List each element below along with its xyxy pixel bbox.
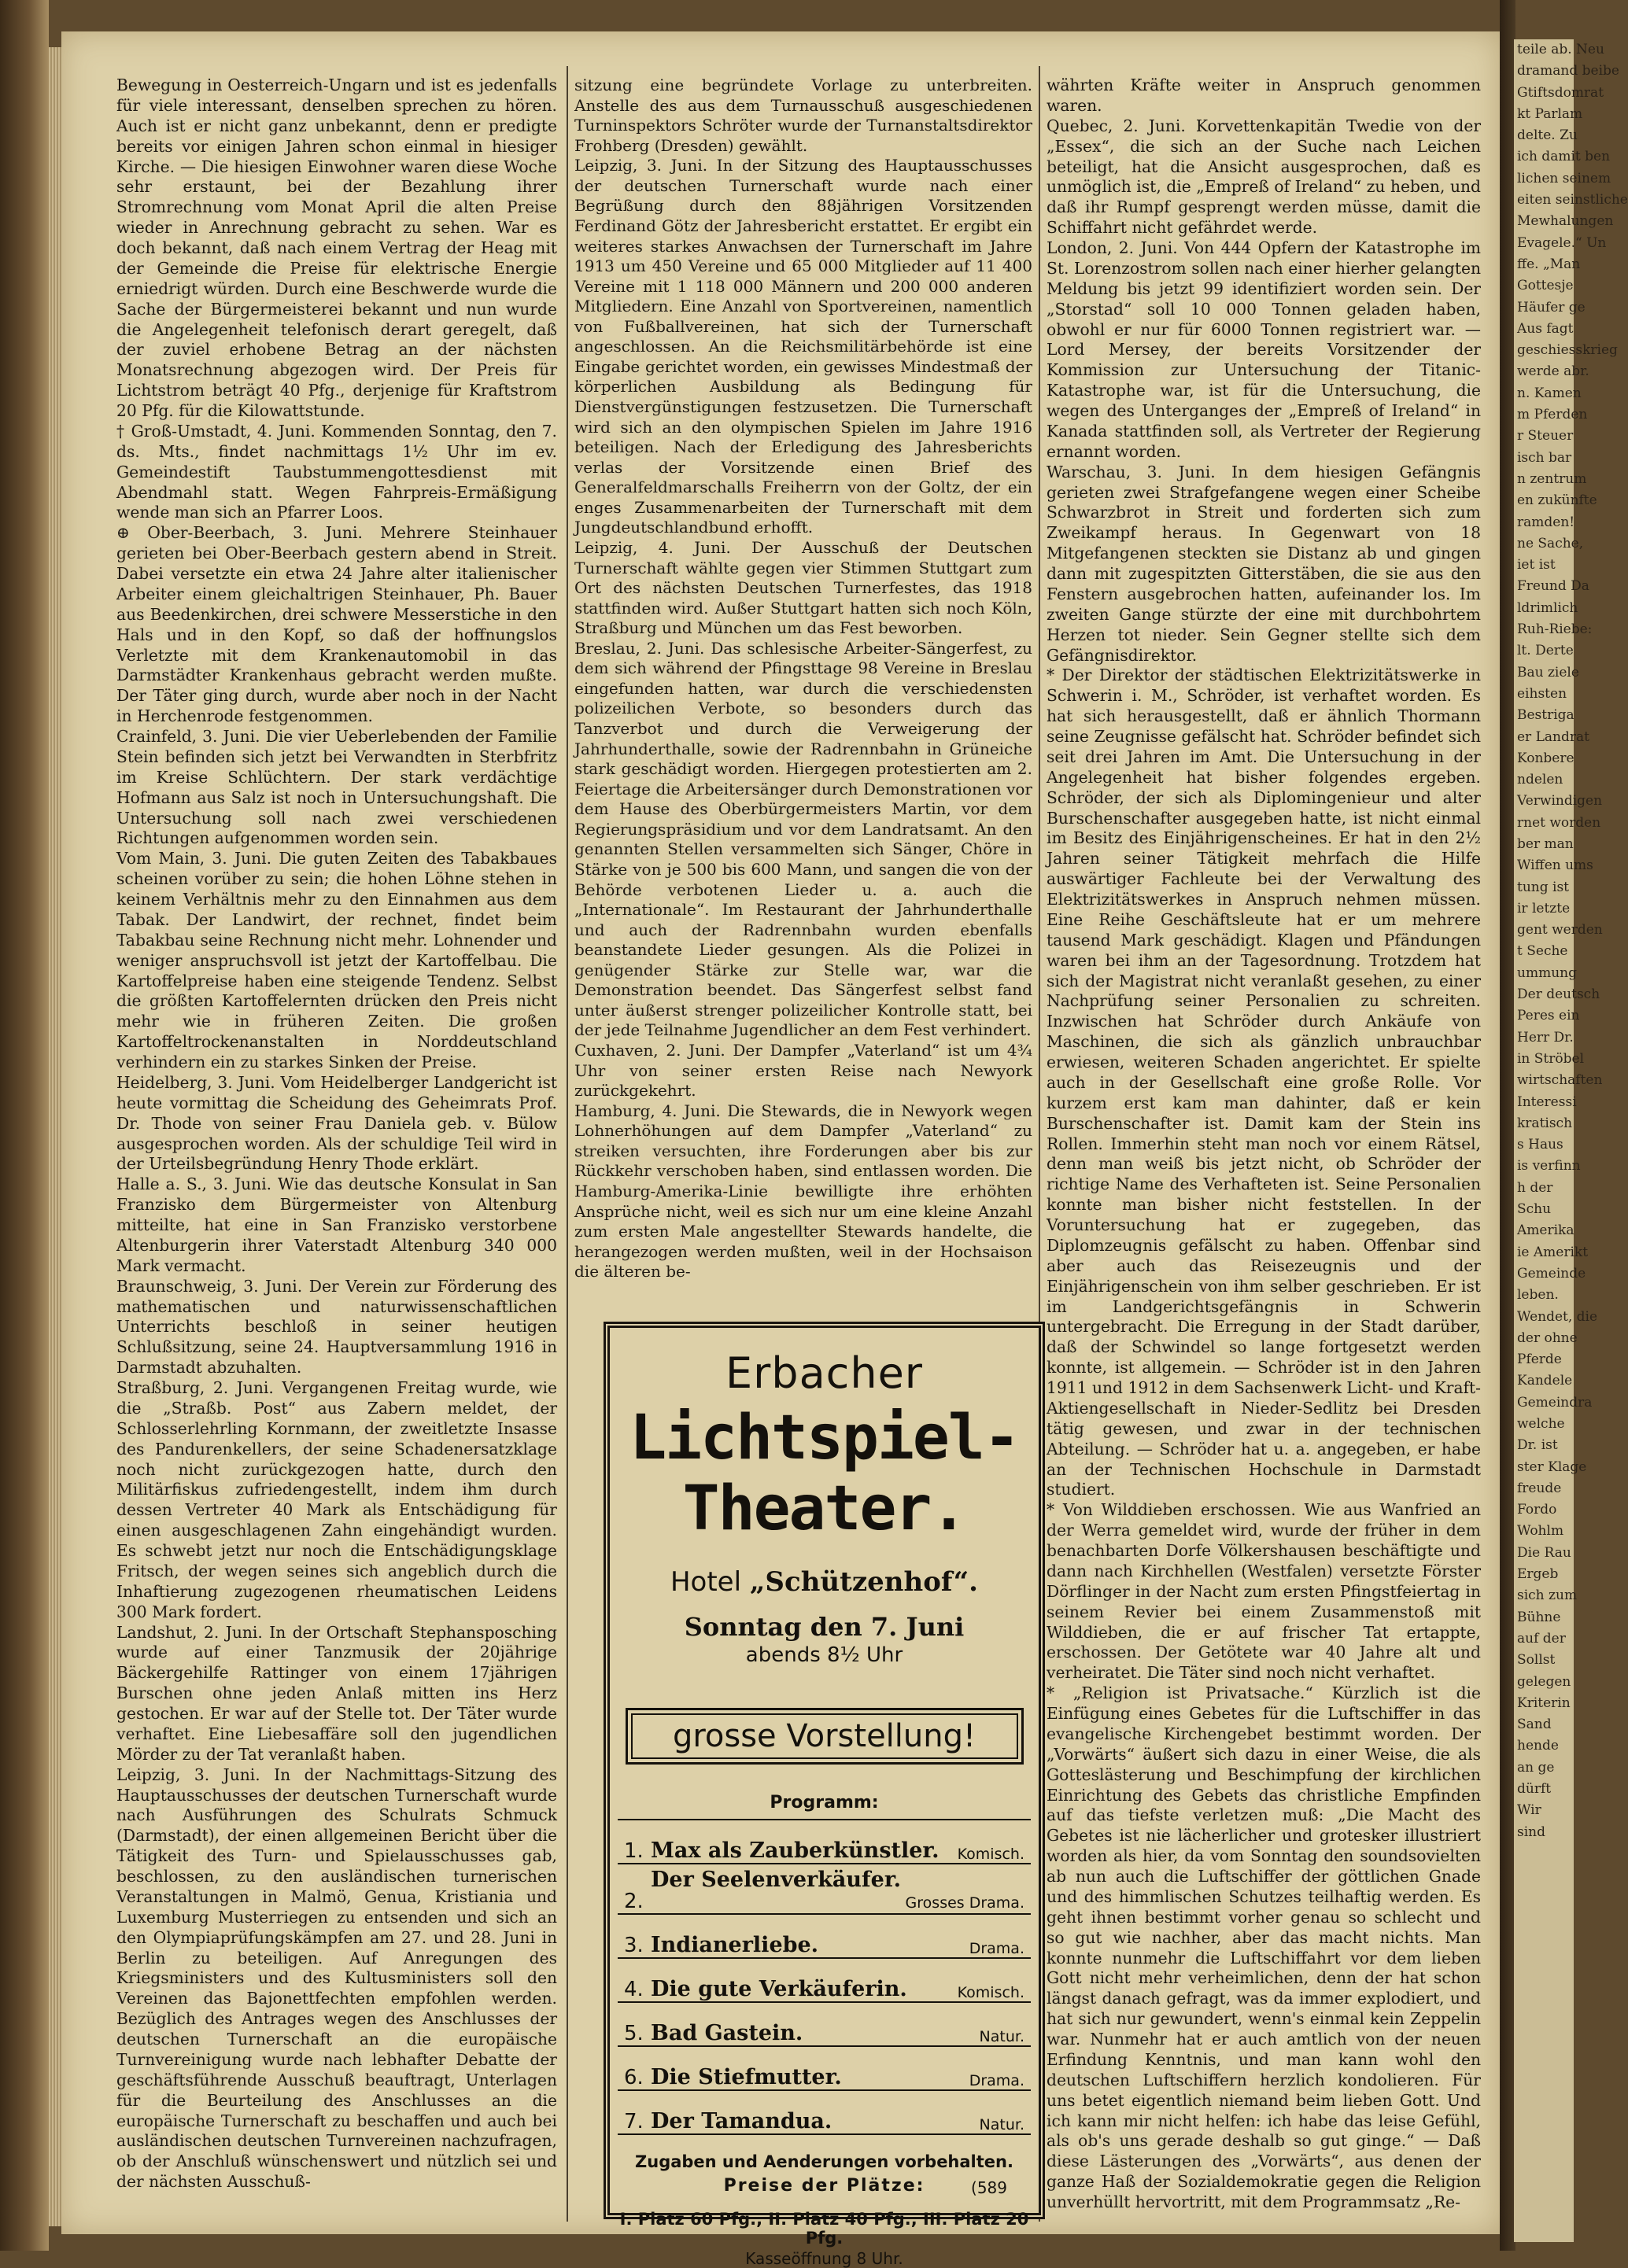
next-page-fragment: freude [1517,1480,1562,1496]
next-page-fragment: lt. Derte [1517,643,1574,659]
next-page-fragment: delte. Zu [1517,127,1578,144]
next-page-fragment: Bühne [1517,1609,1561,1625]
next-page-fragment: Interessi [1517,1093,1577,1110]
program-num: 4. [624,1978,644,2001]
next-page-fragment: auf der [1517,1630,1566,1647]
article-leipzig-1: Leipzig, 3. Juni. In der Nachmittags-Sitzung des Hauptausschusses der deutschen Turnerschaft wurde nach Ausführungen des Schulrats Schmuck (Darmstadt), der einen allgemeinen Bericht über die Tätigkeit des Turn- und Spielausschusses gab, beschlossen, zu den ausländischen turnerischen Veranstaltungen in Malmö, Genua, Kristiania und Luxemburg Musterriegen zu entsenden und sich an den Olympiaprüfungskämpfen am 27. und 28. Juni in Berlin zu beteiligen. Auf Anregungen des Kriegsministers und des Kultusministers soll den Vereinen das Bajonettfechten empfohlen werden. Bezüglich des Antrages wegen des Anschlusses der deutschen Turnerschaft an die europäische Turnvereinigung wurde nach lebhafter Debatte der geschäftsführende Ausschuß beauftragt, Unterlagen für die Beurteilung des Anschlusses an die europäische Turnerschaft zu beschaffen und auch bei ausländischen deutschen Turnvereinen nachzufragen, ob der Anschluß wünschenswert und nützlich sei und der nächsten Ausschuß- [116,1765,557,2192]
ad-box-office: Kasseöffnung 8 Uhr. [745,2249,903,2268]
next-page-fragment: ummung [1517,964,1577,981]
next-page-fragment: sind [1517,1824,1545,1840]
ad-hotel-name: „Schützenhof“. [749,1566,978,1598]
next-page-fragment: tung ist [1517,879,1570,895]
list-item [618,1959,1031,2003]
article-cuxhaven: Cuxhaven, 2. Juni. Der Dampfer „Vaterland“ ist um 4¾ Uhr von seiner ersten Reise nach Newyork zurückgekehrt. [574,1041,1032,1101]
program-num: 7. [624,2110,644,2133]
next-page-fragment: eihsten [1517,685,1567,702]
next-page-fragment: Dr. ist [1517,1437,1558,1454]
next-page-fragment: ne Sache, [1517,535,1584,551]
article-heidelberg: Heidelberg, 3. Juni. Vom Heidelberger Landgericht ist heute vormittag die Scheidung des Geheimrats Prof. Dr. Thode von seiner Frau Daniela geb. v. Bülow ausgesprochen worden. Als der schuldige Teil wird in der Urteilsbegründung Henry Thode erklärt. [116,1072,557,1174]
column-rule-1 [567,66,568,2222]
program-genre: Natur. [979,2028,1024,2045]
column-3 [1047,76,1481,2213]
ad-date: Sonntag den 7. Juni [684,1612,965,1642]
next-page-fragment: iet ist [1517,557,1556,573]
program-genre: Drama. [969,1940,1024,1957]
next-page-fragment: Gtiftsdomrat [1517,84,1604,101]
program-num: 6. [624,2066,644,2089]
ad-title-lichtspiel: Lichtspiel-Theater. [629,1403,1019,1544]
next-page-fragment: Wiffen ums [1517,857,1593,874]
next-page-fragment: Ergeb [1517,1566,1559,1583]
article-continuation: sitzung eine begründete Vorlage zu unterbreiten. Anstelle des aus dem Turnausschuß ausgeschiedenen Turninspektors Schröter wurde der Turnanstaltsdirektor Frohberg (Dresden) gewählt. [574,76,1032,155]
next-page-fragment: dramand beibe [1517,63,1619,79]
article-paragraph: Bewegung in Oesterreich-Ungarn und ist es jedenfalls für viele interessant, denselben sprechen zu hören. Auch ist er nicht ganz unbekannt, denn er predigte bereits vor einigen Jahren schon einmal in hiesiger Kirche. — Die hiesigen Einwohner waren diese Woche sehr erstaunt, bei der Bezahlung ihrer Stromrechnung vom Monat April die alten Preise wieder in Anrechnung gebracht zu sehen. War es doch bekannt, daß nach einem Vertrag der Heag mit der Gemeinde die Preise für elektrische Energie erniedrigt würden. Durch eine Beschwerde wurde die Sache der Bürgermeisterei bekannt und nun wurde die Angelegenheit telefonisch derart geregelt, daß der zuviel erhobene Betrag an der nächsten Monatsrechnung abgezogen wird. Der Preis für Lichtstrom beträgt 40 Pfg., derjenige für Kraftstrom 20 Pfg. für die Kilowattstunde. [116,76,557,420]
article-warschau: Warschau, 3. Juni. In dem hiesigen Gefängnis gerieten zwei Strafgefangene wegen einer Scheibe Schwarzbrot in Streit und forderten sich zum Zweikampf heraus. In Gegenwart von 18 Mitgefangenen steckten sie Distanz ab und gingen dann mit zugespitzten Gitterstäben, die sie aus den Fenstern ausgebrochen hatten, aufeinander los. Im zweiten Gange stürzte der eine mit durchbohrtem Herzen tot nieder. Sein Gegner stellte sich dem Gefängnisdirektor. [1047,462,1481,665]
next-page-fragment: Herr Dr. [1517,1029,1574,1045]
article-gross-umstadt: † Groß-Umstadt, 4. Juni. Kommenden Sonntag, den 7. ds. Mts., findet nachmittags 1½ Uhr im ev. Gemeindestift Taubstummengottesdienst mit Abendmahl statt. Wegen Fahrpreis-Ermäßigung wende man sich an Pfarrer Loos. [116,421,557,522]
program-num: 1. [624,1839,644,1863]
next-page-fragment: kt Parlam [1517,105,1583,122]
next-page-fragment: Kandele [1517,1373,1573,1389]
next-page-fragment: teile ab. Neu [1517,42,1604,57]
next-page-fragment: ffe. „Man [1517,256,1581,272]
ad-program-heading: Programm: [770,1793,879,1813]
next-page-fragment: m Pferden [1517,407,1588,423]
next-page-fragment: is verfinn [1517,1158,1581,1175]
ad-hotel-prefix: Hotel [670,1566,742,1598]
next-page-fragment: Wohlm [1517,1523,1564,1540]
next-page-fragment: ramden! [1517,514,1575,530]
next-page-fragment: er Landrat [1517,728,1589,745]
next-page-fragment: leben. [1517,1287,1559,1304]
next-page-fragment: Peres ein [1517,1008,1580,1024]
book-gutter [1500,0,1515,2251]
next-page-fragment: ber man [1517,835,1574,852]
program-genre: Natur. [979,2116,1024,2133]
next-page-fragment: der ohne [1517,1329,1578,1346]
article-london: London, 2. Juni. Von 444 Opfern der Katastrophe im St. Lorenzostrom sollen nach einer hierher gelangten Meldung bis jetzt 99 identifiziert worden sein. Der „Storstad“ soll 10 000 Tonnen geladen haben, obwohl er nur für 6000 Tonnen registriert war. — Lord Mersey, der bereits Vorsitzender der Kommission zur Untersuchung der Titanic-Katastrophe war, ist für die Untersuchung, die wegen des Unterganges der „Empreß of Ireland“ in Kanada stattfinden soll, als Vertreter der Regierung ernannt worden. [1047,238,1481,461]
next-page-fragment: rnet worden [1517,814,1601,831]
ad-prices-heading: Preise der Plätze: [723,2176,925,2196]
article-vom-main: Vom Main, 3. Juni. Die guten Zeiten des Tabakbaues scheinen vorüber zu sein; die hohen Löhne stehen in keinem Verhältnis mehr zu den Einnahmen aus dem Tabak. Der Landwirt, der rechnet, findet beim Tabakbau seine Rechnung nicht mehr. Lohnender und weniger anspruchsvoll ist jetzt der Kartoffelbau. Die Kartoffelpreise haben eine steigende Tendenz. Selbst die größten Kartoffelernten drücken den Preis nicht mehr wie in früheren Zeiten. Die großen Kartoffeltrockenanstalten in Norddeutschland verhindern ein zu starkes Sinken der Preise. [116,849,557,1071]
program-title: Die Stiefmutter. [651,2065,842,2089]
next-page-edge [1514,39,1628,2242]
next-page-fragment: Amerika [1517,1223,1574,1239]
program-genre: Grosses Drama. [905,1894,1024,1912]
article-continuation: währten Kräfte weiter in Anspruch genommen waren. [1047,76,1481,115]
article-religion: * „Religion ist Privatsache.“ Kürzlich ist die Einfügung eines Gebetes für die Luftschiffer in das evangelische Kirchengebet bestimmt worden. Der „Vorwärts“ äußert sich dazu in einer Weise, die als Gotteslästerung und Beschimpfung der kirchlichen Einrichtung des Gebets das christliche Empfinden auf das tiefste verletzen muß: „Die Macht des Gebetes ist nie lächerlicher und grotesker illustriert worden als hier, da vom Sonntag den soundsovielten ab nun auch die Luftschiffer der göttlichen Gnade und des himmlischen Schutzes teilhaftig werden. Es geht ihnen bestimmt vorher genau so schlecht und so gut wie nachher, aber das macht nichts. Man konnte nunmehr die Luftschiffahrt vor dem lieben Gott nicht mehr verheimlichen, denn der hat schon längst danach gefragt, was da immer explodiert, und hat sich nur gewundert, wenn's einmal kein Zeppelin war. Nunmehr hat er auch amtlich von der neuen Erfindung Kenntnis, und man kann wohl den deutschen Luftschiffern herzlich kondolieren. Für uns betet eigentlich niemand beim lieben Gott. Und ich kann mir nicht helfen: ich habe das leise Gefühl, als ob's uns gerade deshalb so gut ginge.“ — Daß diese Lästerungen des „Vorwärts“, aus denen der ganze Haß der Sozialdemokratie gegen die Religion unverhüllt hervortritt, mit dem Programmsatz „Re- [1047,1683,1481,2211]
next-page-fragment: Bestriga [1517,707,1574,724]
list-item [618,2003,1031,2047]
ad-show-banner: grosse Vorstellung! [626,1708,1024,1765]
ad-code: (589 [971,2178,1007,2197]
next-page-fragment: Fordo [1517,1502,1557,1518]
next-page-fragment: h der [1517,1179,1553,1196]
list-item [618,1820,1031,1864]
next-page-fragment: geschiesskrieg [1517,342,1618,359]
next-page-fragment: Häufer ge [1517,299,1586,315]
article-breslau: Breslau, 2. Juni. Das schlesische Arbeiter-Sängerfest, zu dem sich während der Pfingsttage 98 Vereine in Breslau eingefunden hatten, war durch die verschiedensten polizeilichen Verbote, so besonders durch das Tanzverbot und durch die Verweigerung der Jahrhunderthalle, sowie der Radrennbahn in Grüneiche stark geschädigt worden. Hiergegen protestierten am 2. Feiertage die Arbeitersänger durch Demonstrationen vor dem Hause des Oberbürgermeisters Martin, vor dem Regierungspräsidium und vor dem Landratsamt. An den genannten Stellen versammelten sich Sänger, Chöre in Stärke von je 500 bis 600 Mann, und sangen die von der Behörde verbotenen Lieder u. a. auch die „Internationale“. Im Restaurant der Jahrhunderthalle und auch der Radrennbahn wurden ebenfalls beanstandete Lieder gesungen. Als die Polizei in genügender Stärke zur Stelle war, war die Demonstration beendet. Das Sängerfest selbst fand unter äußerst strenger polizeilicher Kontrolle statt, bei der jede Teilnahme Jugendlicher an dem Fest verhindert. [574,638,1032,1040]
next-page-fragment: Pferde [1517,1352,1562,1368]
next-page-fragment: Mewhalungen [1517,213,1614,230]
program-genre: Drama. [969,2072,1024,2089]
program-title: Der Tamandua. [651,2109,832,2133]
book-binding [0,0,49,2251]
list-item [618,2047,1031,2091]
next-page-fragment: eiten seinstliche [1517,192,1628,208]
next-page-fragment: t Seche [1517,943,1568,960]
next-page-fragment: Der deutsch [1517,986,1600,1003]
next-page-fragment: ich damit ben [1517,149,1611,165]
next-page-fragment: Evagele.“ Un [1517,234,1607,251]
program-title: Bad Gastein. [651,2021,803,2045]
program-title: Der Seelenverkäufer. [651,1868,902,1892]
next-page-fragment: Schu [1517,1201,1552,1218]
column-1 [116,76,557,2192]
list-item [618,1915,1031,1959]
next-page-fragment: Ruh-Riebe: [1517,621,1593,638]
article-braunschweig: Braunschweig, 3. Juni. Der Verein zur Förderung des mathematischen und naturwissenschaftlichen Unterrichts beschloß in seiner heutigen Schlußsitzung, seine 24. Hauptversammlung 1916 in Darmstadt abzuhalten. [116,1276,557,1377]
next-page-fragment: Sand [1517,1717,1552,1733]
program-num: 2. [624,1890,644,1913]
next-page-fragment: kratisch [1517,1115,1573,1131]
next-page-fragment: n zentrum [1517,470,1587,487]
next-page-fragment: an ge [1517,1759,1555,1776]
next-page-fragment: Gemeindra [1517,1394,1593,1411]
next-page-fragment: Konbere [1517,750,1574,766]
ad-program-list [618,1819,1031,2135]
program-genre: Komisch. [957,1984,1024,2001]
article-ober-beerbach: ⊕ Ober-Beerbach, 3. Juni. Mehrere Steinhauer gerieten bei Ober-Beerbach gestern abend in Streit. Dabei versetzte ein etwa 24 Jahre alter italienischer Arbeiter einem gleichaltrigen Steinhauer, Ph. Bauer aus Beedenkirchen, drei schwere Messerstiche in den Hals und in den Kopf, so daß der hoffnungslos Verletzte mit dem Krankenautomobil in das Darmstädter Krankenhaus gebracht werden mußte. Der Täter ging durch, wurde aber noch in der Nacht in Herchenrode festgenommen. [116,523,557,726]
next-page-fragment: s Haus [1517,1137,1563,1153]
ad-hotel [610,1566,1039,1598]
ad-time: abends 8½ Uhr [745,1643,903,1667]
next-page-fragment: werde abr. [1517,363,1589,380]
next-page-fragment: ndelen [1517,772,1563,788]
article-crainfeld: Crainfeld, 3. Juni. Die vier Ueberlebenden der Familie Stein befinden sich jetzt bei Verwandten in Sterbfritz im Kreise Schlüchtern. Der stark verdächtige Hofmann aus Salz ist noch in Untersuchungshaft. Die Untersuchung soll nach zwei verschiedenen Richtungen aufgenommen worden sein. [116,727,557,848]
next-page-fragment: ldrimlich [1517,599,1578,616]
next-page-fragment: wirtschaften [1517,1072,1603,1089]
next-page-fragment: Wir [1517,1802,1541,1819]
article-leipzig-2: Leipzig, 3. Juni. In der Sitzung des Hauptausschusses der deutschen Turnerschaft wurde nach einer Begrüßung durch den 88jährigen Vorsitzenden Ferdinand Götz der Jahresbericht erstattet. Er ergibt ein weiteres starkes Anwachsen der Turnerschaft im Jahre 1913 um 450 Vereine und 65 000 Mitglieder auf 11 400 Vereine mit 1 118 000 Männern und 200 000 anderen Mitgliedern. Eine Anzahl von Sportvereinen, namentlich von Fußballvereinen, hat sich der Turnerschaft angeschlossen. An die Reichsmilitärbehörde ist eine Eingabe gerichtet worden, ein gewisses Mindestmaß der körperlichen Ausbildung als Bedingung für Dienstvergünstigungen festzusetzen. Die Turnerschaft wird sich an den olympischen Spielen im Jahre 1916 beteiligen. Nach der Erledigung des Jahresberichts verlas der Vorsitzende einen Brief des Generalfeldmarschalls Freiherrn von der Goltz, der ein enges Zusammenarbeiten der Turnerschaft mit dem Jungdeutschlandbund erhofft. [574,156,1032,537]
article-wilddieben: * Von Wilddieben erschossen. Wie aus Wanfried an der Werra gemeldet wird, wurde der früher in dem benachbarten Dorfe Völkershausen beschäftigte und dann nach Kirchhellen (Westfalen) versetzte Förster Dörflinger in der Nacht zum ersten Pfingstfeiertag in seinem Revier bei einem Zusammenstoß mit Wilddieben, die er auf frischer Tat ertappte, erschossen. Der Getötete war 40 Jahre alt und verheiratet. Die Täter sind noch nicht verhaftet. [1047,1500,1481,1683]
next-page-fragment: lichen seinem [1517,170,1611,186]
next-page-fragment: ie Amerikt [1517,1244,1589,1260]
ad-footer-note: Zugaben und Aenderungen vorbehalten. [635,2152,1013,2171]
next-page-fragment: ster Klage [1517,1459,1587,1475]
next-page-fragment: Wendet, die [1517,1308,1598,1325]
article-schwerin: * Der Direktor der städtischen Elektrizitätswerke in Schwerin i. M., Schröder, ist verhaftet worden. Es hat sich herausgestellt, daß er ähnlich Thormann seine Zeugnisse gefälscht hat. Schröder befindet sich seit drei Jahren im Amt. Die Untersuchung in der Angelegenheit hat bisher folgendes ergeben. Schröder, der sich als Diplomingenieur und alter Burschenschafter ausgegeben hatte, ist nicht einmal im Besitz des Einjährigenscheines. Er hat in den 2½ Jahren seiner Tätigkeit mehrfach die Hilfe auswärtiger Fachleute bei der Verwaltung des Elektrizitätswerkes in Anspruch nehmen müssen. Eine Reihe Geschäftsleute hat er um mehrere tausend Mark geschädigt. Klagen und Pfändungen waren bei ihm an der Tagesordnung. Trotzdem hat sich der Magistrat nicht veranlaßt gesehen, zu einer Nachprüfung seiner Personalien zu schreiten. Inzwischen hat Schröder durch Ankäufe von Maschinen, die sich als gänzlich unbrauchbar erwiesen, weiteren Schaden angerichtet. Er spielte auch in der Gesellschaft eine große Rolle. Vor kurzem erst kam man dahinter, daß er kein Burschenschafter ist. Damit kam der Stein ins Rollen. Immerhin steht man noch vor einem Rätsel, denn man weiß bis jetzt nicht, ob Schröder der richtige Name des Verhafteten ist. Seine Personalien konnte man bisher nicht feststellen. In der Voruntersuchung hat er zugegeben, das Diplomzeugnis gefälscht zu haben. Offenbar sind aber auch das Reisezeugnis und der Einjährigenschein von ihm selber geschrieben. Er ist im Landgerichtsgefängnis in Schwerin untergebracht. Die Erregung in der Stadt darüber, daß der Schwindel so lange fortgesetzt werden konnte, ist allgemein. — Schröder ist in den Jahren 1911 und 1912 in dem Sachsenwerk Licht- und Kraft-Aktiengesellschaft in Nieder-Sedlitz bei Dresden tätig gewesen, und zwar in der technischen Abteilung. — Schröder hat u. a. angegeben, er habe an der Technischen Hochschule in Darmstadt studiert. [1047,666,1481,1499]
article-halle: Halle a. S., 3. Juni. Wie das deutsche Konsulat in San Franzisko dem Bürgermeister von Altenburg mitteilte, hat eine in San Franzisko verstorbene Altenburgerin ihrer Vaterstadt Altenburg 340 000 Mark vermacht. [116,1175,557,1275]
cinema-advertisement [607,1326,1041,2268]
next-page-fragment: r Steuer [1517,428,1574,444]
list-item [618,1864,1031,1915]
next-page-fragment: Aus fagt [1517,320,1574,337]
next-page-fragment: hende [1517,1738,1559,1754]
next-page-fragment: dürft [1517,1781,1552,1798]
program-genre: Komisch. [957,1846,1024,1863]
next-page-fragment: Bau ziele [1517,664,1579,680]
article-hamburg: Hamburg, 4. Juni. Die Stewards, die in Newyork wegen Lohnerhöhungen auf dem Dampfer „Vaterland“ zu streiken versuchten, ihre Forderungen aber bis zur Rückkehr verschoben haben, sind entlassen worden. Die Hamburg-Amerika-Linie bewilligte ihre erhöhten Ansprüche nicht, weil es sich nur um eine kleine Anzahl zum ersten Male angestellter Stewards handelte, die herangezogen werden mußten, weil in der Hochsaison die älteren be- [574,1101,1032,1282]
list-item [618,2091,1031,2135]
article-quebec: Quebec, 2. Juni. Korvettenkapitän Twedie von der „Essex“, die sich an der Suche nach Leichen beteiligt, hat die Ansicht ausgesprochen, daß es unmöglich ist, die „Empreß of Ireland“ zu heben, und daß ihr Rumpf gesprengt werden müsse, damit die Schiffahrt nicht gefährdet werde. [1047,116,1481,238]
ad-prices: I. Platz 60 Pfg., II. Platz 40 Pfg., III. Platz 20 Pfg. [619,2210,1029,2248]
program-title: Max als Zauberkünstler. [651,1838,940,1863]
next-page-fragment: welche [1517,1416,1565,1432]
next-page-fragment: ir letzte [1517,900,1571,916]
next-page-fragment: in Ströbel [1517,1050,1585,1067]
next-page-fragment: Verwindigen [1517,793,1603,809]
article-landshut: Landshut, 2. Juni. In der Ortschaft Stephansposching wurde auf einer Tanzmusik der 20jährige Bäckergehilfe Rattinger von einem 17jährigen Burschen ohne jeden Anlaß mitten ins Herz gestochen. Er war auf der Stelle tot. Der Täter wurde verhaftet. Eine Liebesaffäre soll den jugendlichen Mörder zu der Tat veranlaßt haben. [116,1622,557,1764]
column-2 [574,76,1032,1282]
next-page-fragment: en zukünfte [1517,492,1597,509]
program-num: 5. [624,2022,644,2045]
program-num: 3. [624,1934,644,1957]
article-leipzig-3: Leipzig, 4. Juni. Der Ausschuß der Deutschen Turnerschaft wählte gegen vier Stimmen Stuttgart zum Ort des nächsten Deutschen Turnerfestes, das 1918 stattfinden wird. Außer Stuttgart hatten sich noch Köln, Straßburg und München um das Fest beworben. [574,537,1032,638]
next-page-fragment: n. Kamen [1517,385,1582,401]
next-page-fragment: Gemeinde [1517,1265,1586,1282]
next-page-fragment: Sollst [1517,1652,1556,1669]
next-page-fragment: gent werden [1517,922,1603,939]
next-page-fragment: sich zum [1517,1588,1578,1604]
program-title: Die gute Verkäuferin. [651,1977,907,2001]
article-strassburg: Straßburg, 2. Juni. Vergangenen Freitag wurde, wie die „Straßb. Post“ aus Zabern meldet, der Schlosserlehrling Kornmann, der zweitletzte Insasse des Pandurenkellers, der seine Schadenersatzklage noch nicht zurückgezogen hatte, durch den Militärfiskus zufriedengestellt, indem ihm durch dessen Vertreter 40 Mark als Entschädigung für einen ausgeschlagenen Zahn eingehändigt wurden. Es schwebt jetzt nur noch die Entschädigungsklage Fritsch, der wegen seines sich angeblich durch die Inhaftierung zugezogenen rheumatischen Leidens 300 Mark fordert. [116,1378,557,1621]
next-page-fragment: gelegen [1517,1673,1571,1690]
ad-title-erbacher: Erbacher [725,1348,924,1398]
next-page-fragment: Die Rau [1517,1544,1571,1561]
next-page-fragment: Gottesje [1517,278,1574,294]
program-title: Indianerliebe. [651,1933,819,1957]
next-page-fragment: Kriterin [1517,1695,1571,1711]
next-page-fragment: Freund Da [1517,578,1589,595]
next-page-fragment: isch bar [1517,449,1572,466]
